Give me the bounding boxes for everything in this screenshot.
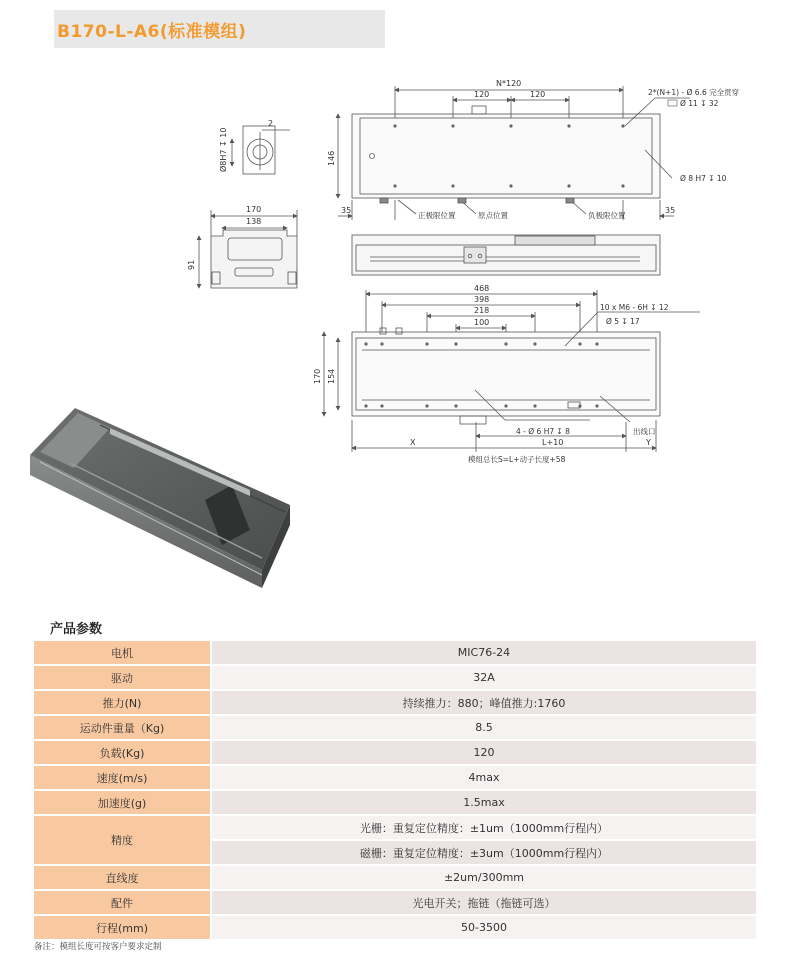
param-label: 配件 (34, 891, 210, 914)
table-row (34, 766, 756, 789)
plan-cable-outlet: 出线口 (633, 427, 656, 436)
plan-dim-100: 100 (474, 318, 490, 327)
table-row (34, 641, 756, 664)
top-pin-note: Ø 8 H7 ↧ 10 (680, 174, 727, 183)
param-label: 行程(mm) (34, 916, 210, 939)
table-row (34, 866, 756, 889)
plan-dim-154: 154 (327, 368, 336, 384)
side-elevation (352, 235, 660, 275)
param-label: 驱动 (34, 666, 210, 689)
param-value: 50-3500 (212, 916, 756, 939)
param-value: 光电开关；拖链（拖链可选） (212, 891, 756, 914)
top-limit-negative: 负极限位置 (588, 211, 626, 220)
param-value: 8.5 (212, 716, 756, 739)
end-dim-pin: Ø8H7 ↧ 10 (219, 127, 228, 172)
plan-dim-398: 398 (474, 295, 490, 304)
section-title: 产品参数 (50, 622, 103, 637)
top-hole-counterbore: Ø 11 ↧ 32 (680, 99, 719, 108)
table-row (34, 716, 756, 739)
param-label: 精度 (34, 816, 210, 864)
params-table (34, 639, 756, 941)
end-dim-2: 2 (268, 119, 274, 128)
param-label: 推力(N) (34, 691, 210, 714)
table-row (34, 816, 756, 839)
table-row (34, 691, 756, 714)
top-dim-span: N*120 (496, 79, 522, 88)
param-label: 负载(Kg) (34, 741, 210, 764)
technical-drawings (0, 60, 790, 600)
top-dim-edge-left: 35 (341, 206, 352, 215)
top-dim-height: 146 (327, 150, 336, 166)
param-value: 120 (212, 741, 756, 764)
side-dim-138: 138 (246, 217, 262, 226)
table-row (34, 741, 756, 764)
plan-dim-l10: L+10 (542, 438, 564, 447)
top-origin: 原点位置 (478, 211, 508, 220)
top-view (338, 86, 690, 220)
plan-dim-x: X (410, 438, 416, 447)
top-hole-note: 2*(N+1) - Ø 6.6 完全贯穿 (648, 88, 740, 97)
plan-dim-468: 468 (474, 284, 490, 293)
param-value: 1.5max (212, 791, 756, 814)
param-value: 光栅：重复定位精度：±1um（1000mm行程内） (212, 816, 756, 839)
table-row (34, 791, 756, 814)
top-dim-edge-right: 35 (665, 206, 676, 215)
param-value: MIC76-24 (212, 641, 756, 664)
top-limit-positive: 正极限位置 (418, 211, 456, 220)
product-illustration (30, 408, 290, 588)
end-view (232, 126, 290, 174)
footnote: 备注：模组长度可按客户要求定制 (34, 942, 162, 952)
param-value: 磁栅：重复定位精度：±3um（1000mm行程内） (212, 841, 756, 864)
plan-thread-depth: Ø 5 ↧ 17 (606, 317, 640, 326)
param-label: 加速度(g) (34, 791, 210, 814)
param-value: 32A (212, 666, 756, 689)
side-dim-91: 91 (187, 259, 196, 270)
plan-pin-holes: 4 - Ø 6 H7 ↧ 8 (516, 427, 570, 436)
param-value: ±2um/300mm (212, 866, 756, 889)
param-value: 4max (212, 766, 756, 789)
plan-dim-218: 218 (474, 306, 490, 315)
top-dim-pitch-1: 120 (474, 90, 490, 99)
table-row (34, 666, 756, 689)
plan-total-length: 模组总长S=L+动子长度+58 (468, 455, 566, 464)
param-label: 直线度 (34, 866, 210, 889)
page-title: B170-L-A6(标准模组) (57, 22, 247, 42)
param-label: 运动件重量（Kg) (34, 716, 210, 739)
plan-dim-170: 170 (313, 368, 322, 384)
top-dim-pitch-2: 120 (530, 90, 546, 99)
param-label: 速度(m/s) (34, 766, 210, 789)
param-value: 持续推力：880；峰值推力:1760 (212, 691, 756, 714)
table-row (34, 916, 756, 939)
param-label: 电机 (34, 641, 210, 664)
plan-dim-y: Y (646, 438, 651, 447)
plan-thread-note: 10 x M6 - 6H ↧ 12 (600, 303, 669, 312)
table-row (34, 891, 756, 914)
side-dim-170: 170 (246, 205, 262, 214)
